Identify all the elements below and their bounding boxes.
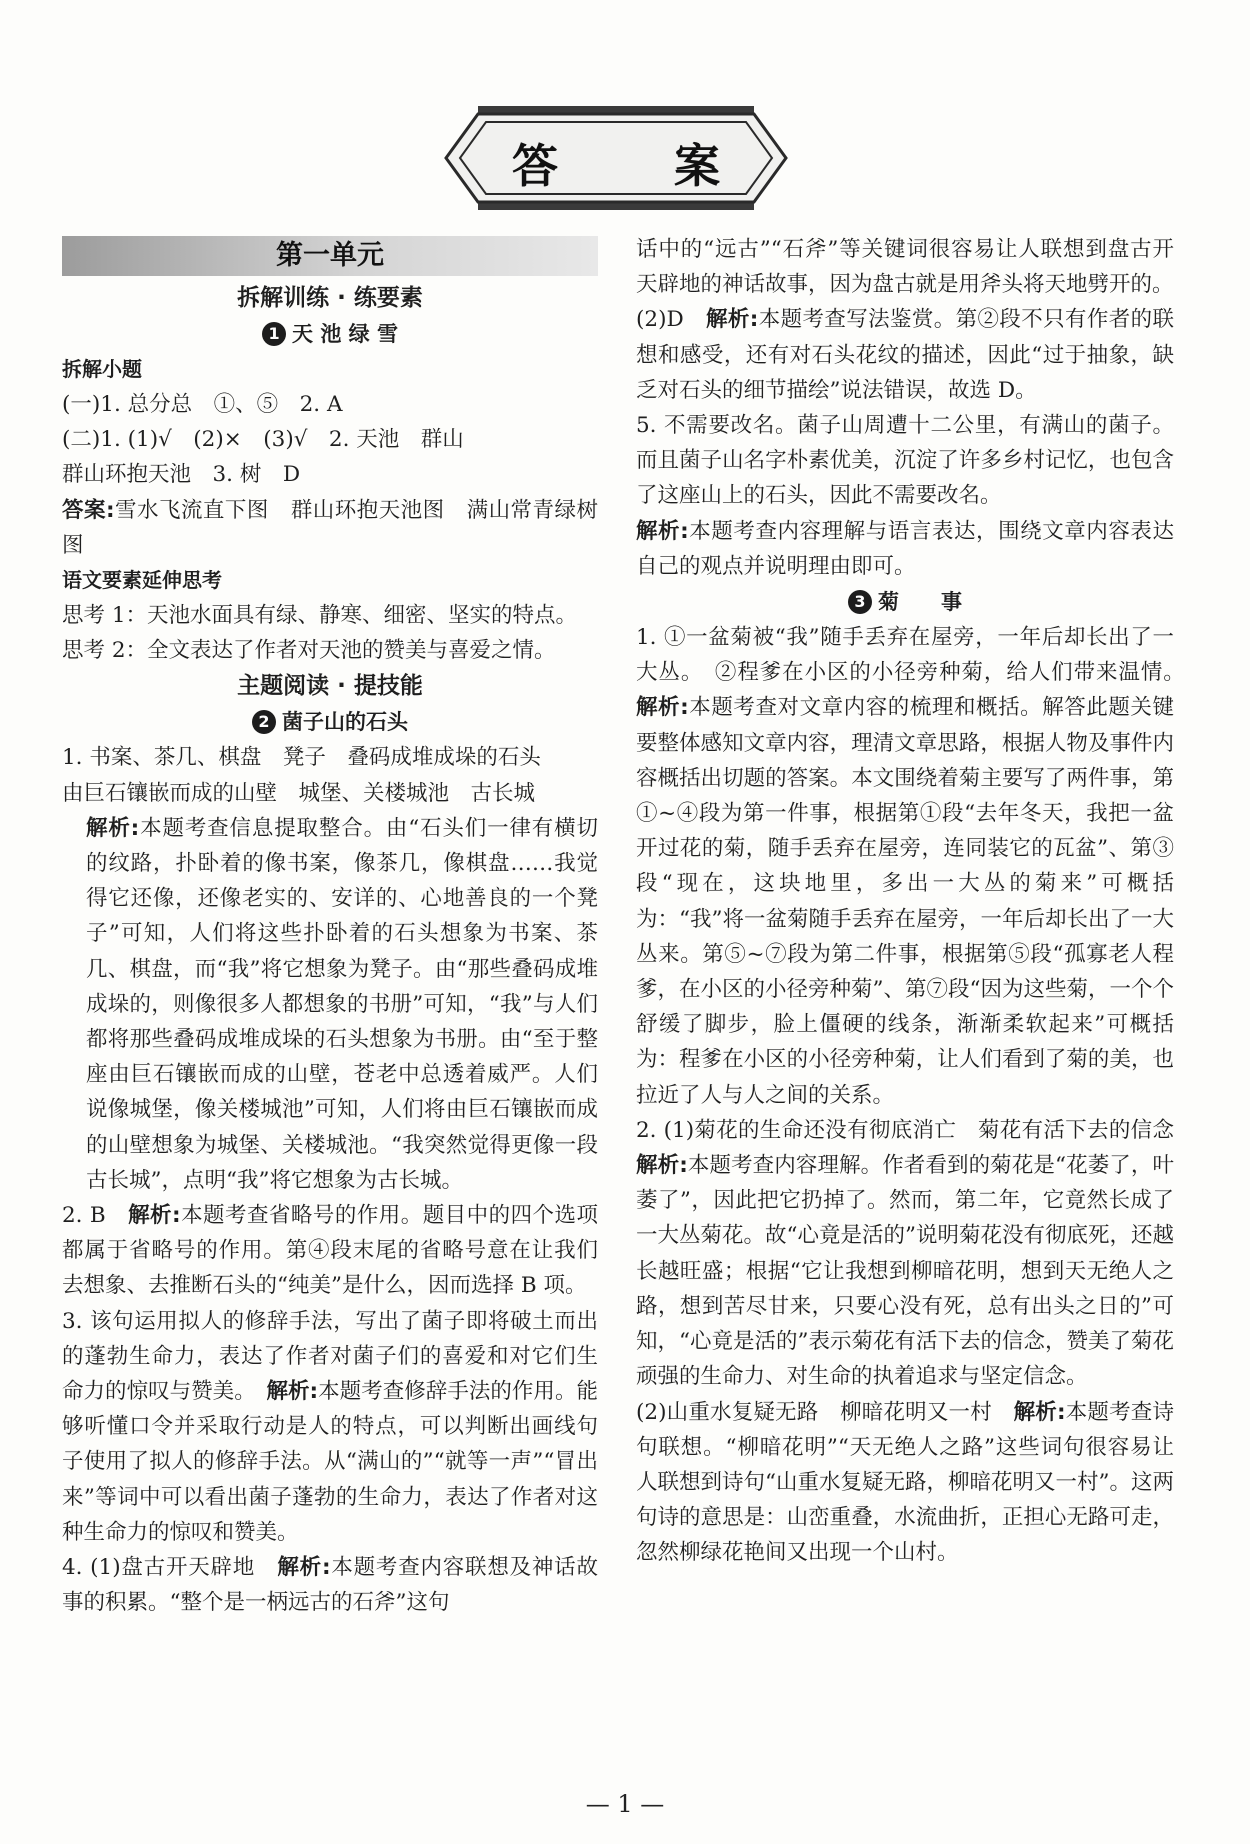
answer-header bbox=[440, 106, 792, 210]
section-title: 拆解训练 · 练要素 bbox=[237, 285, 423, 311]
unit-title: 第一单元 bbox=[62, 236, 598, 276]
answer-paragraph bbox=[636, 302, 1174, 408]
page-number: — 1 — bbox=[585, 1790, 665, 1818]
analysis-text: 本题考查内容理解与语言表达，围绕文章内容表达自己的观点并说明理由即可。 bbox=[636, 518, 1174, 579]
section-title: 主题阅读 · 提技能 bbox=[237, 673, 423, 700]
analysis-text: 本题考查修辞手法的作用。能够听懂口令并采取行动是人的特点，可以判断出画线句子使用了拟人的修辞手法。从“满山的”“就等一声”“冒出来”等词中可以看出菌子蓬勃的生命力，表达了作者对这种生命力的惊叹和赞美。 bbox=[62, 1379, 598, 1545]
answer-line: 1. 书案、茶几、棋盘 凳子 叠码成堆成垛的石头 bbox=[62, 745, 541, 771]
analysis-label: 解析: bbox=[636, 1153, 688, 1179]
right-column bbox=[636, 232, 1196, 1571]
article-number-badge: 1 bbox=[262, 322, 286, 346]
answer-paragraph bbox=[636, 620, 1196, 1113]
answer-paragraph bbox=[62, 493, 598, 563]
answer-line: (二)1. (1)√ (2)× (3)√ 2. 天池 群山 bbox=[62, 427, 464, 453]
analysis-label: 解析: bbox=[128, 1203, 181, 1229]
analysis-label: 解析: bbox=[1013, 1399, 1066, 1425]
answer-text: (2)D bbox=[636, 307, 706, 333]
article-title bbox=[62, 704, 598, 740]
think-line: 思考 1：天池水面具有绿、静寒、细密、坚实的特点。 bbox=[62, 603, 578, 629]
answer-line: 由巨石镶嵌而成的山壁 城堡、关楼城池 古长城 bbox=[62, 780, 536, 806]
answer-text: 4. (1)盘古开天辟地 bbox=[62, 1555, 278, 1581]
article-title-text: 菌子山的石头 bbox=[282, 710, 408, 735]
article-title bbox=[62, 316, 598, 352]
analysis-label: 解析: bbox=[636, 518, 689, 544]
answer-paragraph bbox=[636, 1395, 1174, 1571]
answer-text: 3. 该句运用拟人的修辞手法，写出了菌子即将破土而出的蓬勃生命力，表达了作者对菌子们的喜爱和对它们生命力的惊叹与赞美。 bbox=[62, 1308, 598, 1405]
analysis-paragraph bbox=[62, 811, 598, 1198]
answer-text: 1. ①一盆菊被“我”随手丢弃在屋旁，一年后却长出了一大丛。 ②程爹在小区的小径旁种菊，给人们带来温情。 bbox=[636, 625, 1196, 686]
left-column bbox=[62, 232, 598, 1621]
analysis-text: 本题考查省略号的作用。题目中的四个选项都属于省略号的作用。第④段末尾的省略号意在让我们去想象、去推断石头的“纯美”是什么，因而选择 B 项。 bbox=[62, 1203, 598, 1299]
article-title-text: 天 池 绿 雪 bbox=[292, 322, 398, 346]
analysis-text: 本题考查对文章内容的梳理和概括。解答此题关键要整体感知文章内容，理清文章思路，根据人物及事件内容概括出切题的答案。本文围绕着菊主要写了两件事，第①~④段为第一件事，根据第①段“去年冬天，我把一盆开过花的菊，随手丢弃在屋旁，连同装它的瓦盆”、第③段“现在，这块地里，多出一大丛的菊来”可概括为：“我”将一盆菊随手丢弃在屋旁，一年后却长出了一大丛来。第⑤~⑦段为第二件事，根据第⑤段“孤寡老人程爹，在小区的小径旁种菊”、第⑦段“因为这些菊，一个个舒缓了脚步，脸上僵硬的线条，渐渐柔软起来”可概括为：程爹在小区的小径旁种菊，让人们看到了菊的美，也拉近了人与人之间的关系。 bbox=[636, 695, 1174, 1108]
subsection-title: 语文要素延伸思考 bbox=[62, 568, 222, 593]
analysis-label: 解析: bbox=[705, 307, 759, 333]
answer-text: 2. B bbox=[62, 1203, 129, 1229]
analysis-text: 本题考查内容理解。作者看到的菊花是“花萎了，叶萎了”，因此把它扔掉了。然而，第二年，它竟然长成了一大丛菊花。故“心竟是活的”说明菊花没有彻底死，还越长越旺盛；根据“它让我想到柳暗花明，想到天无绝人之路，想到苦尽甘来，只要心没有死，总有出头之日的”可知，“心竟是活的”表示菊花有活下去的信念，赞美了菊花顽强的生命力、对生命的执着追求与坚定信念。 bbox=[636, 1153, 1174, 1390]
answer-paragraph bbox=[62, 1198, 598, 1304]
answer-line: (一)1. 总分总 ①、⑤ 2. A bbox=[62, 392, 343, 417]
analysis-label: 解析: bbox=[266, 1379, 319, 1405]
header-title: 答 案 bbox=[511, 139, 770, 193]
continued-paragraph: 话中的“远古”“石斧”等关键词很容易让人联想到盘古开天辟地的神话故事，因为盘古就是用斧头将天地劈开的。 bbox=[636, 237, 1174, 298]
analysis-paragraph bbox=[636, 514, 1174, 584]
subsection-title: 拆解小题 bbox=[62, 357, 142, 381]
answer-paragraph bbox=[62, 1304, 598, 1550]
answer-paragraph bbox=[636, 1113, 1196, 1395]
analysis-text: 本题考查诗句联想。“柳暗花明”“天无绝人之路”这些词句很容易让人联想到诗句“山重水复疑无路，柳暗花明又一村”。这两句诗的意思是：山峦重叠，水流曲折，正担心无路可走，忽然柳绿花艳间又出现一个山村。 bbox=[636, 1399, 1174, 1566]
answer-line: 群山环抱天池 3. 树 D bbox=[62, 462, 301, 488]
answer-text: 2. (1)菊花的生命还没有彻底消亡 菊花有活下去的信念 bbox=[636, 1117, 1196, 1143]
analysis-label: 解析: bbox=[277, 1555, 331, 1581]
think-line: 思考 2：全文表达了作者对天池的赞美与喜爱之情。 bbox=[62, 638, 556, 664]
article-title bbox=[636, 584, 1174, 620]
analysis-label: 解析: bbox=[636, 695, 689, 721]
article-number-badge: 2 bbox=[252, 710, 276, 734]
analysis-text: 本题考查写法鉴赏。第②段不只有作者的联想和感受，还有对石头花纹的描述，因此“过于抽象，缺乏对石头的细节描绘”说法错误，故选 D。 bbox=[636, 307, 1174, 403]
answer-text: 雪水飞流直下图 群山环抱天池图 满山常青绿树图 bbox=[62, 497, 598, 558]
analysis-text: 本题考查信息提取整合。由“石头们一律有横切的纹路，扑卧着的像书案，像茶几，像棋盘……我觉得它还像，还像老实的、安详的、心地善良的一个凳子”可知，人们将这些扑卧着的石头想象为书案、茶几、棋盘，而“我”将它想象为凳子。由“那些叠码成堆成垛的，则像很多人都想象的书册”可知，“我”与人们都将那些叠码成堆成垛的石头想象为书册。由“至于整座由巨石镶嵌而成的山壁，苍老中总透着威严。人们说像城堡，像关楼城池”可知，人们将由巨石镶嵌而成的山壁想象为城堡、关楼城池。“我突然觉得更像一段古长城”，点明“我”将它想象为古长城。 bbox=[86, 815, 598, 1193]
article-title-text: 菊 事 bbox=[878, 590, 962, 615]
answer-paragraph: 5. 不需要改名。菌子山周遭十二公里，有满山的菌子。而且菌子山名字朴素优美，沉淀了许多乡村记忆，也包含了这座山上的石头，因此不需要改名。 bbox=[636, 413, 1174, 509]
answer-paragraph bbox=[62, 1550, 598, 1620]
answer-label: 答案: bbox=[62, 497, 115, 523]
article-number-badge: 3 bbox=[848, 590, 872, 614]
analysis-label: 解析: bbox=[86, 815, 140, 841]
analysis-text: 本题考查内容联想及神话故事的积累。“整个是一柄远古的石斧”这句 bbox=[62, 1555, 598, 1616]
answer-text: (2)山重水复疑无路 柳暗花明又一村 bbox=[636, 1399, 1014, 1425]
